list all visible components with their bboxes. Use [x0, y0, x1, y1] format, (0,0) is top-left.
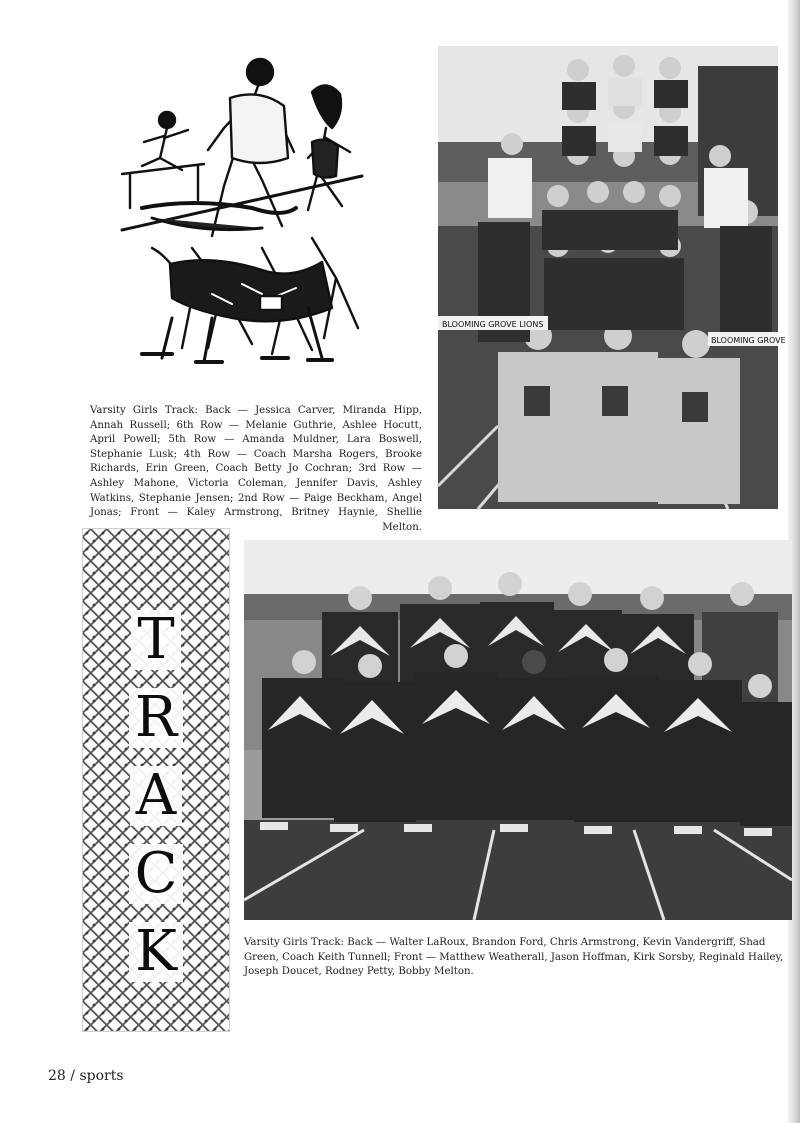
boys-team-photo: [244, 540, 792, 920]
page-footer: [48, 1068, 124, 1084]
illustration-drawing: [112, 58, 368, 370]
track-title: [83, 601, 229, 991]
girls-photo-drawing: [438, 46, 786, 509]
track-athletes-illustration: [112, 58, 368, 370]
boys-team-caption: Varsity Girls Track: Back — Walter LaRoux, Brandon Ford, Chris Armstrong, Kevin Vandergriff, Shad Green, Coach Keith Tunnell; Front — Matthew Weatherall, Jason Hoffman, Kirk Sorsby, Reginald Hailey, Joseph Doucet, Rodney Petty, Bobby Melton.: [244, 937, 784, 978]
track-letter-k: K: [83, 913, 229, 991]
page-number: 28: [48, 1068, 66, 1084]
girls-team-caption: Varsity Girls Track: Back — Jessica Carver, Miranda Hipp, Annah Russell; 6th Row — Melanie Guthrie, Ashlee Hocutt, April Powell; 5th Row — Amanda Muldner, Lara Boswell, Stephanie Lusk; 4th Row — Coach Marsha Rogers, Brooke Richards, Erin Green, Coach Betty Jo Cochran; 3rd Row — Ashley Mahone, Victoria Coleman, Jennifer Davis, Ashley Watkins, Stephanie Jensen; 2nd Row — Paige Beckham, Angel Jonas; Front — Kaley Armstrong, Britney Haynie, Shellie Melton.: [90, 405, 422, 533]
girls-team-photo: [438, 46, 786, 509]
section-name: sports: [79, 1068, 124, 1084]
track-letter-a: A: [83, 757, 229, 835]
track-letter-c: C: [83, 835, 229, 913]
footer-separator: /: [70, 1068, 75, 1084]
track-title-banner: [82, 528, 230, 1032]
track-letter-t: T: [83, 601, 229, 679]
boys-photo-drawing: [244, 540, 792, 920]
photo-banner-right: BLOOMING GROVE: [711, 336, 786, 345]
track-letter-r: R: [83, 679, 229, 757]
photo-banner-left: BLOOMING GROVE LIONS: [442, 320, 544, 329]
